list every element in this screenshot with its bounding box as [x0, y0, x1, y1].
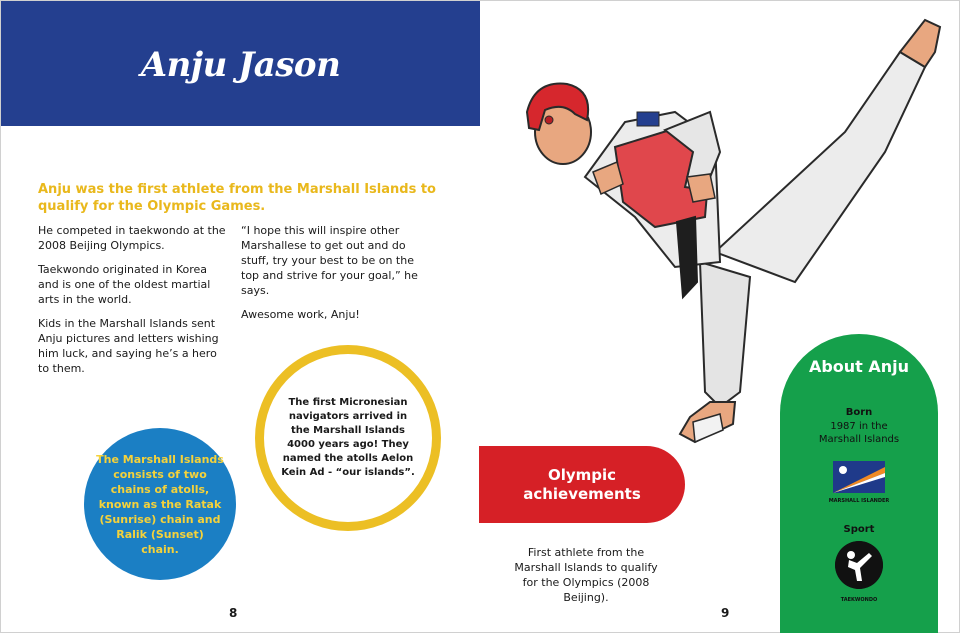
page-title: Anju Jason — [140, 45, 341, 85]
about-panel — [780, 334, 938, 633]
flag-caption: MARSHALL ISLANDER — [828, 498, 890, 504]
sport-caption: TAEKWONDO — [840, 597, 878, 603]
body-paragraph: Kids in the Marshall Islands sent Anju pictures and letters wishing him luck, and saying he’s a hero to them. — [38, 317, 219, 375]
page-number-left: 8 — [229, 606, 238, 620]
body-column-right — [241, 223, 426, 331]
body-paragraph: Taekwondo originated in Korea and is one of the oldest martial arts in the world. — [38, 263, 211, 306]
body-paragraph: Awesome work, Anju! — [241, 308, 360, 321]
lead-paragraph: Anju was the first athlete from the Marshall Islands to qualify for the Olympic Games. — [38, 182, 436, 214]
achievements-text: First athlete from the Marshall Islands to qualify for the Olympics (2008 Beijing). — [514, 546, 658, 604]
sport-label: Sport — [843, 524, 875, 535]
fact-circle-atolls — [84, 428, 236, 580]
title-banner — [1, 1, 480, 126]
born-value: 1987 in the Marshall Islands — [818, 421, 900, 445]
about-title: About Anju — [808, 357, 910, 376]
fact-text: The Marshall Islands consists of two chains of atolls, known as the Ratak (Sunrise) chain and Ralik (Sunset) chain. — [96, 452, 224, 556]
achievements-title: Olympic achievements — [523, 465, 641, 503]
born-label: Born — [845, 407, 873, 418]
marshall-islands-flag-icon — [833, 461, 885, 493]
body-column-left — [38, 223, 228, 385]
taekwondo-kick-icon — [835, 541, 883, 589]
achievements-heading-tab — [479, 446, 685, 523]
body-paragraph: He competed in taekwondo at the 2008 Beijing Olympics. — [38, 224, 226, 252]
page-number-right: 9 — [721, 606, 730, 620]
fact-text: The first Micronesian navigators arrived in the Marshall Islands 4000 years ago! They named the atolls Aelon Kein Ad - “our islands”. — [281, 397, 415, 478]
fact-circle-navigators — [255, 345, 441, 531]
quote-paragraph: “I hope this will inspire other Marshallese to get out and do stuff, try your best to be on the top and strive for your goal,” he says. — [241, 224, 418, 297]
